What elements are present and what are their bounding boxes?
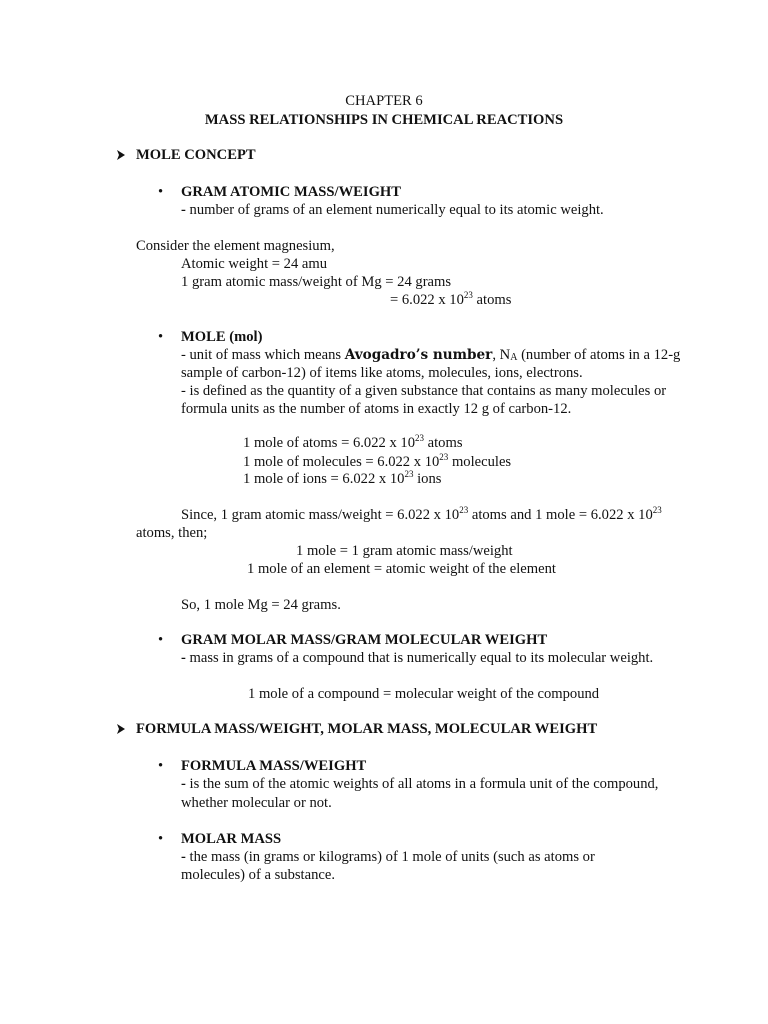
text-part: ions — [413, 471, 442, 487]
relation-mole-atomic-weight: 1 mole of an element = atomic weight of the element — [247, 561, 556, 577]
definition-dash: - — [181, 849, 190, 865]
text-part: - unit of mass which means — [181, 347, 345, 363]
equation-mole-of-molecules — [243, 453, 511, 471]
magnesium-atomic-weight: Atomic weight = 24 amu — [181, 256, 328, 272]
exponent: 23 — [439, 452, 449, 462]
text-part: atoms — [424, 435, 463, 451]
definition-molar-mass-line-2: molecules) of a substance. — [181, 867, 335, 883]
bullet-dot-icon: • — [158, 184, 164, 200]
mole-definition-line-4: formula units as the number of atoms in exactly 12 g of carbon-12. — [181, 401, 572, 417]
definition-dash: - — [181, 776, 190, 792]
bullet-dot-icon: • — [158, 758, 164, 774]
mole-definition-line-2: sample of carbon-12) of items like atoms, molecules, ions, electrons. — [181, 365, 583, 381]
subheading-gram-atomic-mass: GRAM ATOMIC MASS/WEIGHT — [181, 184, 402, 200]
text-part: Since, 1 gram atomic mass/weight = 6.022 x 10 — [181, 507, 460, 523]
definition-dash: - — [181, 202, 190, 218]
text-part: atoms and 1 mole = 6.022 x 10 — [468, 507, 653, 523]
magnesium-gram-atomic-mass: 1 gram atomic mass/weight of Mg = 24 grams — [181, 274, 452, 290]
mole-definition-line-1 — [181, 346, 680, 364]
definition-molar-mass-line-1 — [181, 848, 595, 866]
equation-exponent: 23 — [463, 290, 473, 300]
text-part: 1 mole of ions = 6.022 x 10 — [243, 471, 405, 487]
bullet-dot-icon: • — [158, 329, 164, 345]
subheading-molar-mass: MOLAR MASS — [181, 831, 282, 847]
equation-mole-of-atoms — [243, 434, 463, 452]
page-title: MASS RELATIONSHIPS IN CHEMICAL REACTIONS — [204, 112, 564, 128]
subheading-gram-molar-mass: GRAM MOLAR MASS/GRAM MOLECULAR WEIGHT — [181, 632, 548, 648]
arrowhead-bullet-icon — [115, 146, 127, 164]
mole-definition-line-3: - is defined as the quantity of a given substance that contains as many molecules or — [181, 383, 667, 399]
equation-unit: atoms — [472, 292, 512, 308]
definition-text: number of grams of an element numerically equal to its atomic weight. — [189, 202, 604, 218]
definition-gram-atomic-mass — [181, 201, 604, 219]
definition-formula-mass-line-1 — [181, 775, 658, 793]
avogadro-term: Avogadro’s number — [344, 347, 493, 363]
text-part: (number of atoms in a 12-g — [517, 347, 681, 363]
since-statement-continued: atoms, then; — [136, 525, 208, 541]
text-part: 1 mole of molecules = 6.022 x 10 — [243, 454, 440, 470]
text-part: , N — [492, 347, 511, 363]
equation-mole-of-compound: 1 mole of a compound = molecular weight of the compound — [248, 686, 600, 702]
text-part: molecules — [448, 454, 512, 470]
text-part: 1 mole of atoms = 6.022 x 10 — [243, 435, 415, 451]
definition-text: mass in grams of a compound that is numerically equal to its molecular weight. — [189, 650, 654, 666]
definition-text: the mass (in grams or kilograms) of 1 mole of units (such as atoms or — [189, 849, 595, 865]
bullet-dot-icon: • — [158, 632, 164, 648]
subheading-formula-mass: FORMULA MASS/WEIGHT — [181, 758, 367, 774]
mole-magnesium-conclusion: So, 1 mole Mg = 24 grams. — [181, 597, 341, 613]
relation-mole-gram-atomic-mass: 1 mole = 1 gram atomic mass/weight — [296, 543, 513, 559]
arrowhead-bullet-icon — [115, 720, 127, 738]
section-heading-formula-mass: FORMULA MASS/WEIGHT, MOLAR MASS, MOLECULAR WEIGHT — [136, 721, 598, 737]
equation-base: = 6.022 x 10 — [390, 292, 464, 308]
section-heading-mole-concept: MOLE CONCEPT — [136, 147, 256, 163]
exponent: 23 — [652, 505, 662, 515]
definition-gram-molar-mass — [181, 649, 653, 667]
chapter-label: CHAPTER 6 — [345, 93, 423, 109]
definition-dash: - — [181, 650, 190, 666]
bullet-dot-icon: • — [158, 831, 164, 847]
subscript-a: A — [510, 352, 518, 363]
since-statement — [181, 506, 662, 524]
equation-mole-of-ions — [243, 470, 441, 488]
magnesium-atoms-equation — [390, 291, 511, 309]
exponent: 23 — [415, 433, 424, 443]
definition-formula-mass-line-2: whether molecular or not. — [181, 795, 332, 811]
subheading-mole: MOLE (mol) — [181, 329, 263, 345]
definition-text: is the sum of the atomic weights of all atoms in a formula unit of the compound, — [189, 776, 659, 792]
magnesium-intro: Consider the element magnesium, — [136, 238, 335, 254]
exponent: 23 — [404, 469, 414, 479]
exponent: 23 — [459, 505, 469, 515]
